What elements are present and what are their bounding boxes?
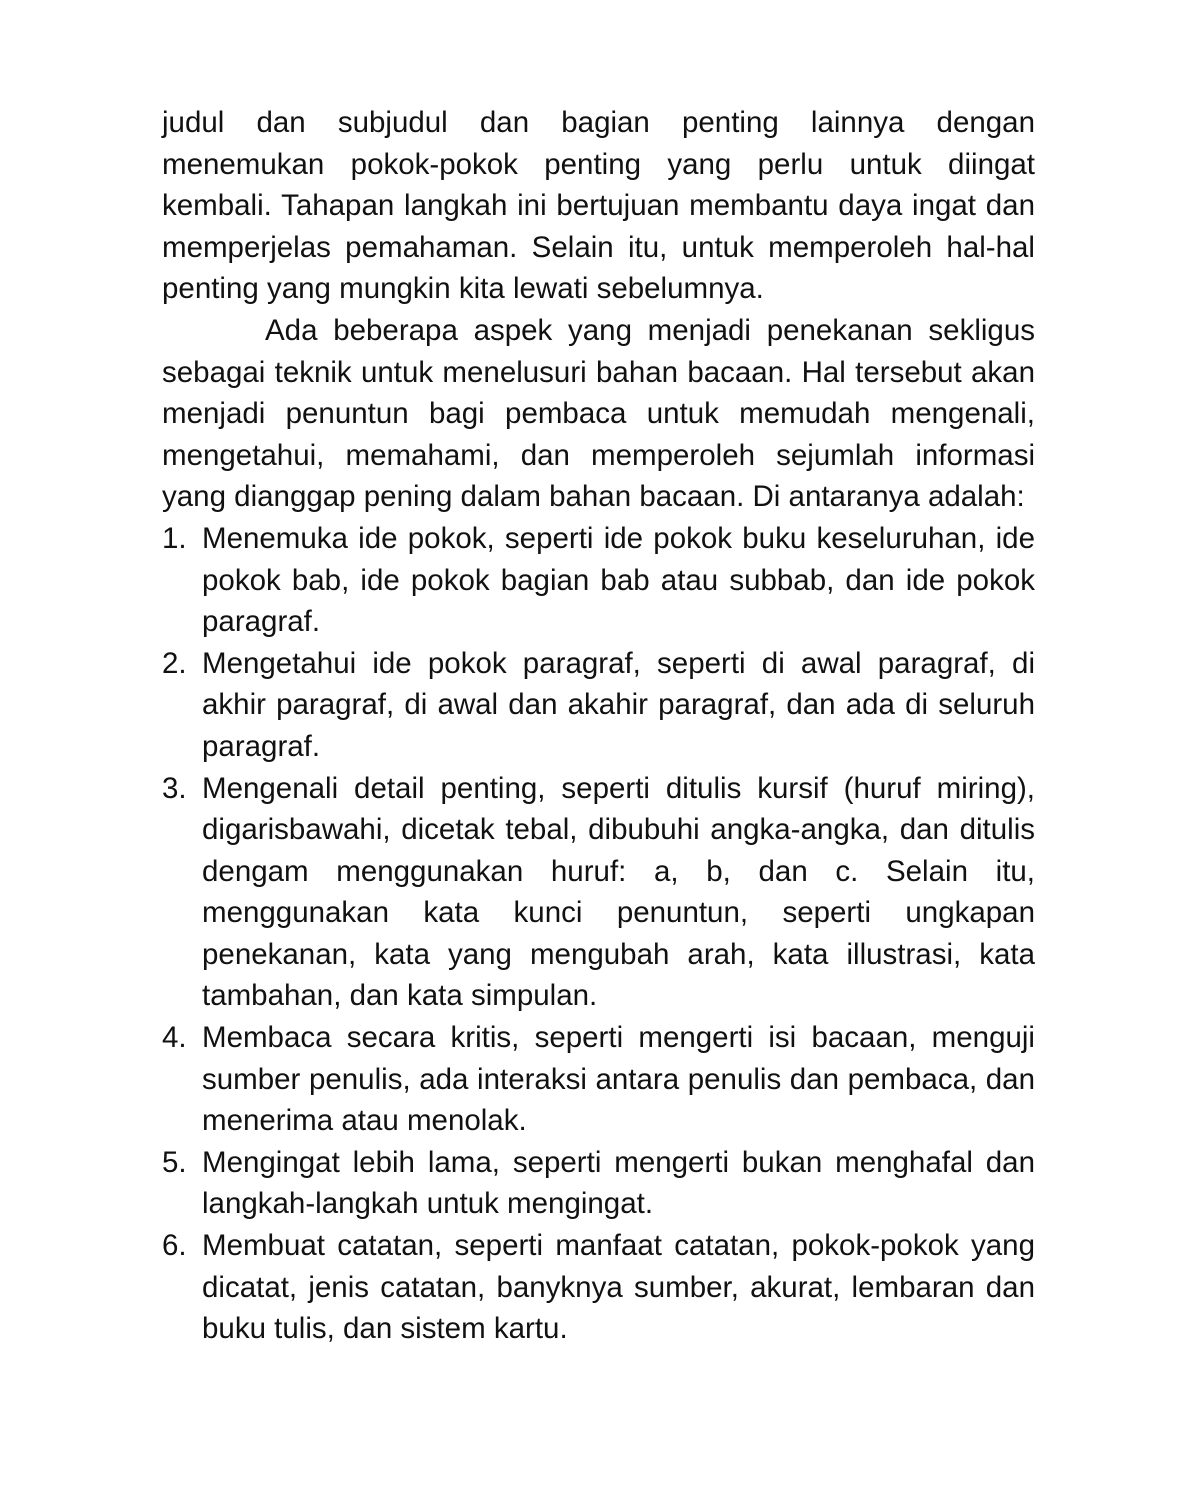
- list-item-text: Membuat catatan, seperti manfaat catatan, pokok-pokok yang dicatat, jenis catatan, banyknya sumber, akurat, lembaran dan buku tulis, dan sistem kartu.: [202, 1229, 1035, 1346]
- list-item-text: Membaca secara kritis, seperti mengerti isi bacaan, menguji sumber penulis, ada interaksi antara penulis dan pembaca, dan menerima atau menolak.: [202, 1021, 1035, 1138]
- paragraph-intro: judul dan subjudul dan bagian penting lainnya dengan menemukan pokok-pokok penting yang perlu untuk diingat kembali. Tahapan langkah ini bertujuan membantu daya ingat dan memperjelas pemahaman. Selain itu, untuk memperoleh hal-hal penting yang mungkin kita lewati sebelumnya.: [162, 106, 1035, 306]
- list-item-number: 4.: [162, 1021, 187, 1055]
- paragraph-aspects: Ada beberapa aspek yang menjadi penekanan sekligus sebagai teknik untuk menelusuri bahan bacaan. Hal tersebut akan menjadi penuntun bagi pembaca untuk memudah mengenali, mengetahui, memahami, dan memperoleh sejumlah informasi yang dianggap pening dalam bahan bacaan. Di antaranya adalah:: [162, 313, 1035, 514]
- list-item-number: 6.: [162, 1229, 187, 1263]
- list-item-number: 3.: [162, 771, 187, 805]
- list-item-number: 2.: [162, 646, 187, 680]
- list-item-number: 5.: [162, 1145, 187, 1179]
- aspect-list: [162, 518, 1035, 1350]
- list-item: [162, 1225, 1035, 1350]
- list-item-number: 1.: [162, 521, 187, 555]
- list-item: [162, 1142, 1035, 1225]
- list-item: [162, 1017, 1035, 1142]
- document-page: [162, 102, 1035, 1350]
- list-item-text: Menemuka ide pokok, seperti ide pokok buku keseluruhan, ide pokok bab, ide pokok bagian bab atau subbab, dan ide pokok paragraf.: [202, 521, 1035, 639]
- list-item: [162, 518, 1035, 643]
- list-item: [162, 643, 1035, 768]
- list-item: [162, 768, 1035, 1018]
- list-item-text: Mengenali detail penting, seperti ditulis kursif (huruf miring), digarisbawahi, dicetak tebal, dibubuhi angka-angka, dan ditulis dengam menggunakan huruf: a, b, dan c. Selain itu, menggunakan kata kunci penuntun, seperti ungkapan penekanan, kata yang mengubah arah, kata illustrasi, kata tambahan, dan kata simpulan.: [202, 771, 1035, 1013]
- list-item-text: Mengingat lebih lama, seperti mengerti bukan menghafal dan langkah-langkah untuk mengingat.: [202, 1145, 1035, 1221]
- list-item-text: Mengetahui ide pokok paragraf, seperti di awal paragraf, di akhir paragraf, di awal dan akahir paragraf, dan ada di seluruh paragraf.: [202, 646, 1035, 763]
